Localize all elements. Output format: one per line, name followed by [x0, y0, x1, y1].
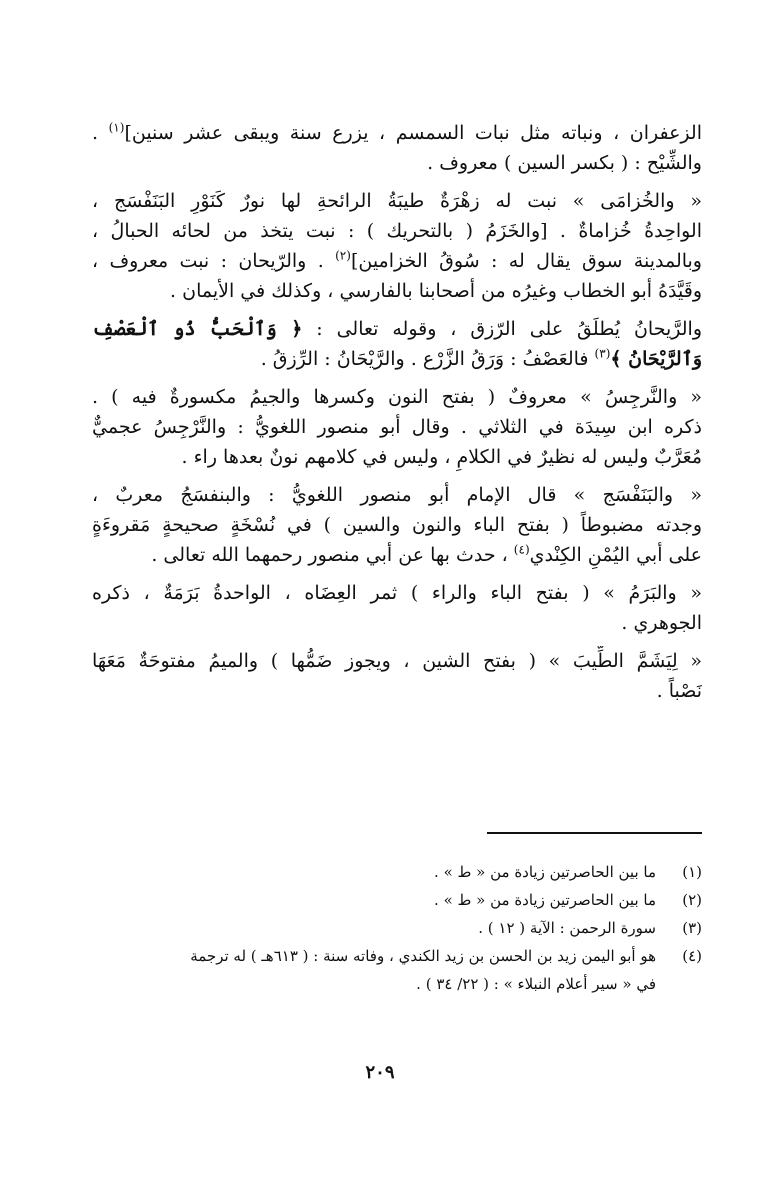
footnotes	[92, 858, 702, 998]
footnote	[92, 858, 702, 886]
text-line: « والبَرَمُ » ( بفتح الباء والراء ) ثمر العِضَاه ، الواحدةُ بَرَمَةٌ ، ذكره	[92, 582, 702, 604]
paragraph	[92, 314, 702, 374]
footnote-text: سورة الرحمن : الآية ( ١٢ ) .	[478, 919, 656, 937]
text-line	[92, 246, 702, 276]
footnote-text: ما بين الحاصرتين زيادة من « ط » .	[434, 863, 656, 881]
footnote	[92, 914, 702, 942]
text-line: وقَيَّدَهُ أبو الخطاب وغيرُه من أصحابنا بالفارسي ، وكذلك في الأيمان .	[170, 280, 702, 302]
paragraph	[92, 382, 702, 472]
text-line: والشِّيْح : ( بكسر السين ) معروف .	[427, 152, 702, 174]
text-line: « والنَّرجِسُ » معروفٌ ( بفتح النون وكسرها والجيمُ مكسورةٌ فيه ) .	[92, 386, 702, 408]
footnote-continuation: في « سير أعلام النبلاء » : ( ٢٢/ ٣٤ ) .	[416, 975, 656, 993]
text-line: « والخُزامَى » نبت له زهْرَةٌ طيبَةُ الرائحةِ لها نورٌ كَنَوْرِ البَنَفْسَج ،	[92, 190, 702, 212]
text-line: مُعَرَّبٌ وليس له نظيرٌ في الكلامِ ، وليس في كلامهم نونٌ بعدها راء .	[181, 446, 702, 468]
line-text: الزعفران ، ونباته مثل نبات السمسم ، يزرع سنة ويبقى عشر سنين]	[124, 122, 702, 144]
footnote-ref: (١)	[108, 120, 125, 135]
text-line: وجدته مضبوطاً ( بفتح الباء والنون والسين ) في نُسْخَةٍ صحيحةٍ مَقروءَةٍ	[92, 514, 702, 536]
text-line: « والبَنَفْسَج » قال الإمام أبو منصور اللغويُّ : والبنفسَجُ معربٌ ،	[92, 484, 702, 506]
text-line	[92, 118, 702, 148]
footnote	[92, 886, 702, 914]
text-line: نَصْباً .	[656, 680, 702, 702]
text-line: الجوهري .	[621, 612, 702, 634]
paragraph	[92, 646, 702, 706]
footnote-text: هو أبو اليمن زيد بن الحسن بن زيد الكندي ، وفاته سنة : ( ٦١٣هـ ) له ترجمة	[190, 947, 656, 965]
footnote-ref: (٢)	[335, 248, 351, 263]
line-text: . والرّيحان : نبت معروف ،	[92, 250, 336, 272]
line-text: والرَّيحانُ يُطلَقُ على الرّزق ، وقوله تعالى :	[302, 318, 702, 340]
footnote-text: ما بين الحاصرتين زيادة من « ط » .	[434, 891, 656, 909]
footnote-number: (٤)	[682, 947, 702, 965]
quran-verse: ﴿ وَٱلْحَبُّ ذُو ٱلْعَصْفِ	[92, 318, 303, 340]
paragraph	[92, 480, 702, 570]
text-line: « لِيَشَمَّ الطِّيبَ » ( بفتح الشين ، ويجوز ضَمُّها ) والميمُ مفتوحَةٌ مَعَهَا	[92, 650, 702, 672]
text-line	[92, 344, 702, 374]
paragraph	[92, 118, 702, 178]
paragraph	[92, 578, 702, 638]
footnote-divider	[487, 832, 702, 834]
line-text: ، حدث بها عن أبي منصور رحمهما الله تعالى .	[151, 544, 514, 566]
line-text: فالعَصْفُ : وَرَقُ الزَّرْع . والرَّيْحَانُ : الرِّزقُ .	[260, 348, 595, 370]
text-line	[92, 314, 702, 344]
line-text: وبالمدينة سوق يقال له : سُوقُ الخزامين]	[350, 250, 702, 272]
footnote-number: (٣)	[682, 919, 702, 937]
text-line: الواحِدةُ خُزاماةٌ . [والخَزَمُ ( بالتحريك ) : نبت يتخذ من لحائه الحبالُ ،	[92, 220, 702, 242]
footnote-number: (١)	[682, 863, 702, 881]
text-line: ذكره ابن سِيدَة في الثلاثي . وقال أبو منصور اللغويُّ : والنَّرْجِسُ عجميٌّ	[92, 416, 702, 438]
line-text: على أبي اليُمْنِ الكِنْدي	[529, 544, 702, 566]
text-line	[92, 540, 702, 570]
quran-verse: وَٱلرَّيْحَانُ ﴾	[610, 348, 702, 370]
footnote-ref: (٣)	[594, 346, 611, 361]
main-text	[92, 118, 702, 706]
paragraph	[92, 186, 702, 306]
footnote-number: (٢)	[682, 891, 702, 909]
footnote-ref: (٤)	[513, 542, 530, 557]
page-number: ٢٠٩	[365, 1062, 395, 1083]
line-text: .	[92, 122, 109, 144]
footnote	[92, 942, 702, 970]
